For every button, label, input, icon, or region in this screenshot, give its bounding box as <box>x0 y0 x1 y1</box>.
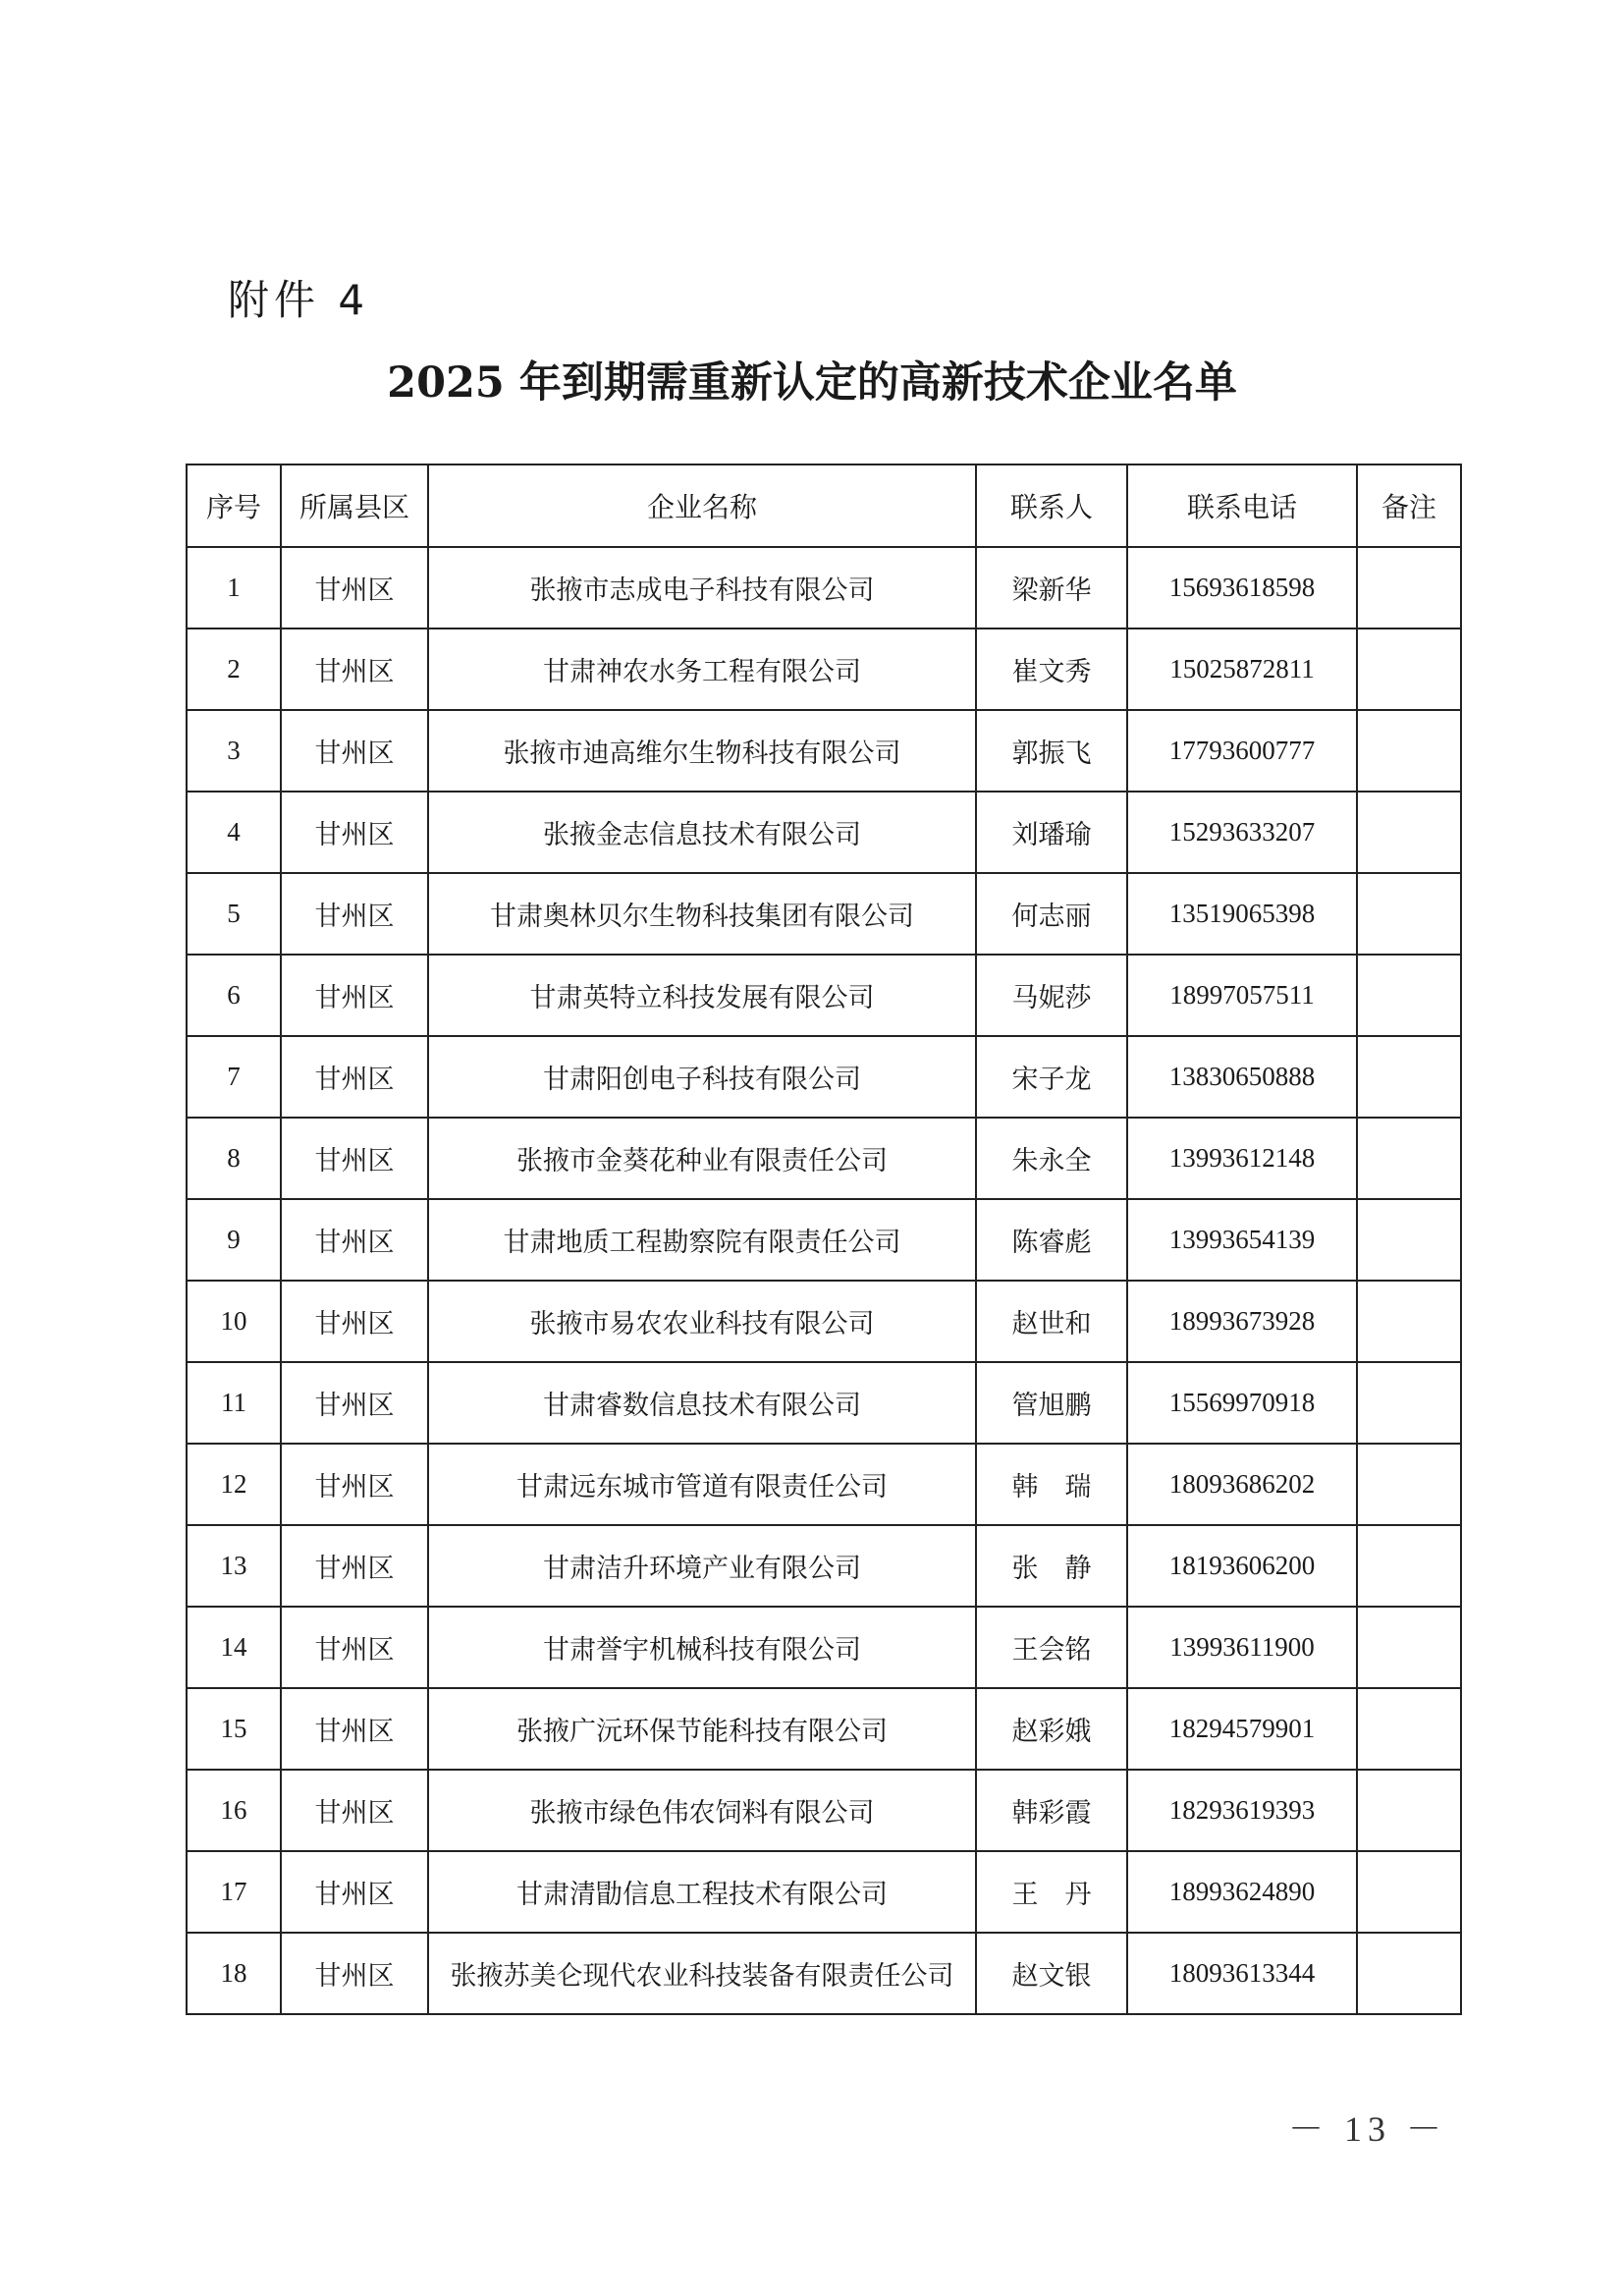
table-row <box>187 1933 1461 2014</box>
note-cell <box>1357 1199 1461 1281</box>
contact-cell: 郭振飞 <box>976 710 1127 792</box>
phone-cell: 17793600777 <box>1127 710 1357 792</box>
contact-cell: 崔文秀 <box>976 629 1127 710</box>
note-cell <box>1357 1362 1461 1444</box>
note-cell <box>1357 792 1461 873</box>
company-name-cell: 甘肃清勖信息工程技术有限公司 <box>428 1851 976 1933</box>
note-cell <box>1357 1118 1461 1199</box>
table-row <box>187 955 1461 1036</box>
district-cell: 甘州区 <box>281 710 428 792</box>
district-cell: 甘州区 <box>281 1851 428 1933</box>
company-name-cell: 甘肃地质工程勘察院有限责任公司 <box>428 1199 976 1281</box>
table-row <box>187 1281 1461 1362</box>
serial-cell: 17 <box>187 1851 281 1933</box>
phone-cell: 18294579901 <box>1127 1688 1357 1770</box>
table-row <box>187 1036 1461 1118</box>
phone-cell: 15569970918 <box>1127 1362 1357 1444</box>
phone-cell: 15693618598 <box>1127 547 1357 629</box>
note-cell <box>1357 710 1461 792</box>
contact-cell: 张 静 <box>976 1525 1127 1607</box>
serial-cell: 2 <box>187 629 281 710</box>
district-cell: 甘州区 <box>281 1444 428 1525</box>
note-cell <box>1357 1770 1461 1851</box>
note-cell <box>1357 1851 1461 1933</box>
table-row <box>187 1770 1461 1851</box>
header-note: 备注 <box>1357 465 1461 547</box>
district-cell: 甘州区 <box>281 1770 428 1851</box>
note-cell <box>1357 955 1461 1036</box>
company-name-cell: 甘肃远东城市管道有限责任公司 <box>428 1444 976 1525</box>
phone-cell: 18093613344 <box>1127 1933 1357 2014</box>
phone-cell: 13993611900 <box>1127 1607 1357 1688</box>
header-serial: 序号 <box>187 465 281 547</box>
district-cell: 甘州区 <box>281 1118 428 1199</box>
serial-cell: 12 <box>187 1444 281 1525</box>
district-cell: 甘州区 <box>281 792 428 873</box>
serial-cell: 15 <box>187 1688 281 1770</box>
company-name-cell: 张掖市志成电子科技有限公司 <box>428 547 976 629</box>
header-contact: 联系人 <box>976 465 1127 547</box>
table-row <box>187 710 1461 792</box>
company-name-cell: 甘肃英特立科技发展有限公司 <box>428 955 976 1036</box>
serial-cell: 14 <box>187 1607 281 1688</box>
note-cell <box>1357 547 1461 629</box>
serial-cell: 10 <box>187 1281 281 1362</box>
header-district: 所属县区 <box>281 465 428 547</box>
district-cell: 甘州区 <box>281 1607 428 1688</box>
phone-cell: 18293619393 <box>1127 1770 1357 1851</box>
district-cell: 甘州区 <box>281 1525 428 1607</box>
district-cell: 甘州区 <box>281 955 428 1036</box>
serial-cell: 18 <box>187 1933 281 2014</box>
contact-cell: 赵文银 <box>976 1933 1127 2014</box>
company-name-cell: 张掖市易农农业科技有限公司 <box>428 1281 976 1362</box>
serial-cell: 4 <box>187 792 281 873</box>
table-row <box>187 547 1461 629</box>
table-body <box>187 547 1461 2014</box>
contact-cell: 宋子龙 <box>976 1036 1127 1118</box>
contact-cell: 王 丹 <box>976 1851 1127 1933</box>
phone-cell: 18997057511 <box>1127 955 1357 1036</box>
company-name-cell: 甘肃阳创电子科技有限公司 <box>428 1036 976 1118</box>
note-cell <box>1357 1281 1461 1362</box>
page-number: － 13 － <box>1288 2109 1448 2149</box>
phone-cell: 13830650888 <box>1127 1036 1357 1118</box>
company-name-cell: 张掖市迪高维尔生物科技有限公司 <box>428 710 976 792</box>
table-row <box>187 1118 1461 1199</box>
company-name-cell: 甘肃神农水务工程有限公司 <box>428 629 976 710</box>
phone-cell: 13993612148 <box>1127 1118 1357 1199</box>
district-cell: 甘州区 <box>281 1688 428 1770</box>
company-name-cell: 甘肃奥林贝尔生物科技集团有限公司 <box>428 873 976 955</box>
company-name-cell: 甘肃誉宇机械科技有限公司 <box>428 1607 976 1688</box>
company-name-cell: 张掖市绿色伟农饲料有限公司 <box>428 1770 976 1851</box>
serial-cell: 6 <box>187 955 281 1036</box>
company-name-cell: 张掖金志信息技术有限公司 <box>428 792 976 873</box>
header-company: 企业名称 <box>428 465 976 547</box>
contact-cell: 刘璠瑜 <box>976 792 1127 873</box>
company-table <box>186 464 1462 2015</box>
phone-cell: 13519065398 <box>1127 873 1357 955</box>
table-row <box>187 1362 1461 1444</box>
serial-cell: 5 <box>187 873 281 955</box>
table-row <box>187 1688 1461 1770</box>
company-name-cell: 张掖广沅环保节能科技有限公司 <box>428 1688 976 1770</box>
note-cell <box>1357 1525 1461 1607</box>
contact-cell: 梁新华 <box>976 547 1127 629</box>
table-row <box>187 629 1461 710</box>
contact-cell: 朱永全 <box>976 1118 1127 1199</box>
contact-cell: 赵世和 <box>976 1281 1127 1362</box>
note-cell <box>1357 629 1461 710</box>
company-name-cell: 张掖市金葵花种业有限责任公司 <box>428 1118 976 1199</box>
contact-cell: 马妮莎 <box>976 955 1127 1036</box>
header-phone: 联系电话 <box>1127 465 1357 547</box>
serial-cell: 16 <box>187 1770 281 1851</box>
phone-cell: 18093686202 <box>1127 1444 1357 1525</box>
contact-cell: 陈睿彪 <box>976 1199 1127 1281</box>
phone-cell: 15293633207 <box>1127 792 1357 873</box>
phone-cell: 15025872811 <box>1127 629 1357 710</box>
serial-cell: 11 <box>187 1362 281 1444</box>
district-cell: 甘州区 <box>281 547 428 629</box>
district-cell: 甘州区 <box>281 1281 428 1362</box>
table-header-row <box>187 465 1461 547</box>
table-row <box>187 792 1461 873</box>
table-row <box>187 1444 1461 1525</box>
document-title: 2025 年到期需重新认定的高新技术企业名单 <box>387 358 1237 408</box>
company-name-cell: 张掖苏美仑现代农业科技装备有限责任公司 <box>428 1933 976 2014</box>
phone-cell: 18193606200 <box>1127 1525 1357 1607</box>
contact-cell: 王会铭 <box>976 1607 1127 1688</box>
serial-cell: 7 <box>187 1036 281 1118</box>
note-cell <box>1357 1688 1461 1770</box>
attachment-label: 附件 4 <box>228 276 370 324</box>
serial-cell: 9 <box>187 1199 281 1281</box>
table-row <box>187 1607 1461 1688</box>
phone-cell: 18993673928 <box>1127 1281 1357 1362</box>
contact-cell: 韩彩霞 <box>976 1770 1127 1851</box>
company-name-cell: 甘肃睿数信息技术有限公司 <box>428 1362 976 1444</box>
district-cell: 甘州区 <box>281 1933 428 2014</box>
table-row <box>187 873 1461 955</box>
serial-cell: 1 <box>187 547 281 629</box>
note-cell <box>1357 873 1461 955</box>
note-cell <box>1357 1444 1461 1525</box>
note-cell <box>1357 1036 1461 1118</box>
serial-cell: 8 <box>187 1118 281 1199</box>
serial-cell: 3 <box>187 710 281 792</box>
district-cell: 甘州区 <box>281 1199 428 1281</box>
district-cell: 甘州区 <box>281 1036 428 1118</box>
district-cell: 甘州区 <box>281 873 428 955</box>
table-row <box>187 1851 1461 1933</box>
phone-cell: 13993654139 <box>1127 1199 1357 1281</box>
serial-cell: 13 <box>187 1525 281 1607</box>
contact-cell: 何志丽 <box>976 873 1127 955</box>
contact-cell: 管旭鹏 <box>976 1362 1127 1444</box>
district-cell: 甘州区 <box>281 1362 428 1444</box>
contact-cell: 赵彩娥 <box>976 1688 1127 1770</box>
note-cell <box>1357 1607 1461 1688</box>
contact-cell: 韩 瑞 <box>976 1444 1127 1525</box>
table-row <box>187 1199 1461 1281</box>
company-name-cell: 甘肃洁升环境产业有限公司 <box>428 1525 976 1607</box>
district-cell: 甘州区 <box>281 629 428 710</box>
table-row <box>187 1525 1461 1607</box>
note-cell <box>1357 1933 1461 2014</box>
phone-cell: 18993624890 <box>1127 1851 1357 1933</box>
